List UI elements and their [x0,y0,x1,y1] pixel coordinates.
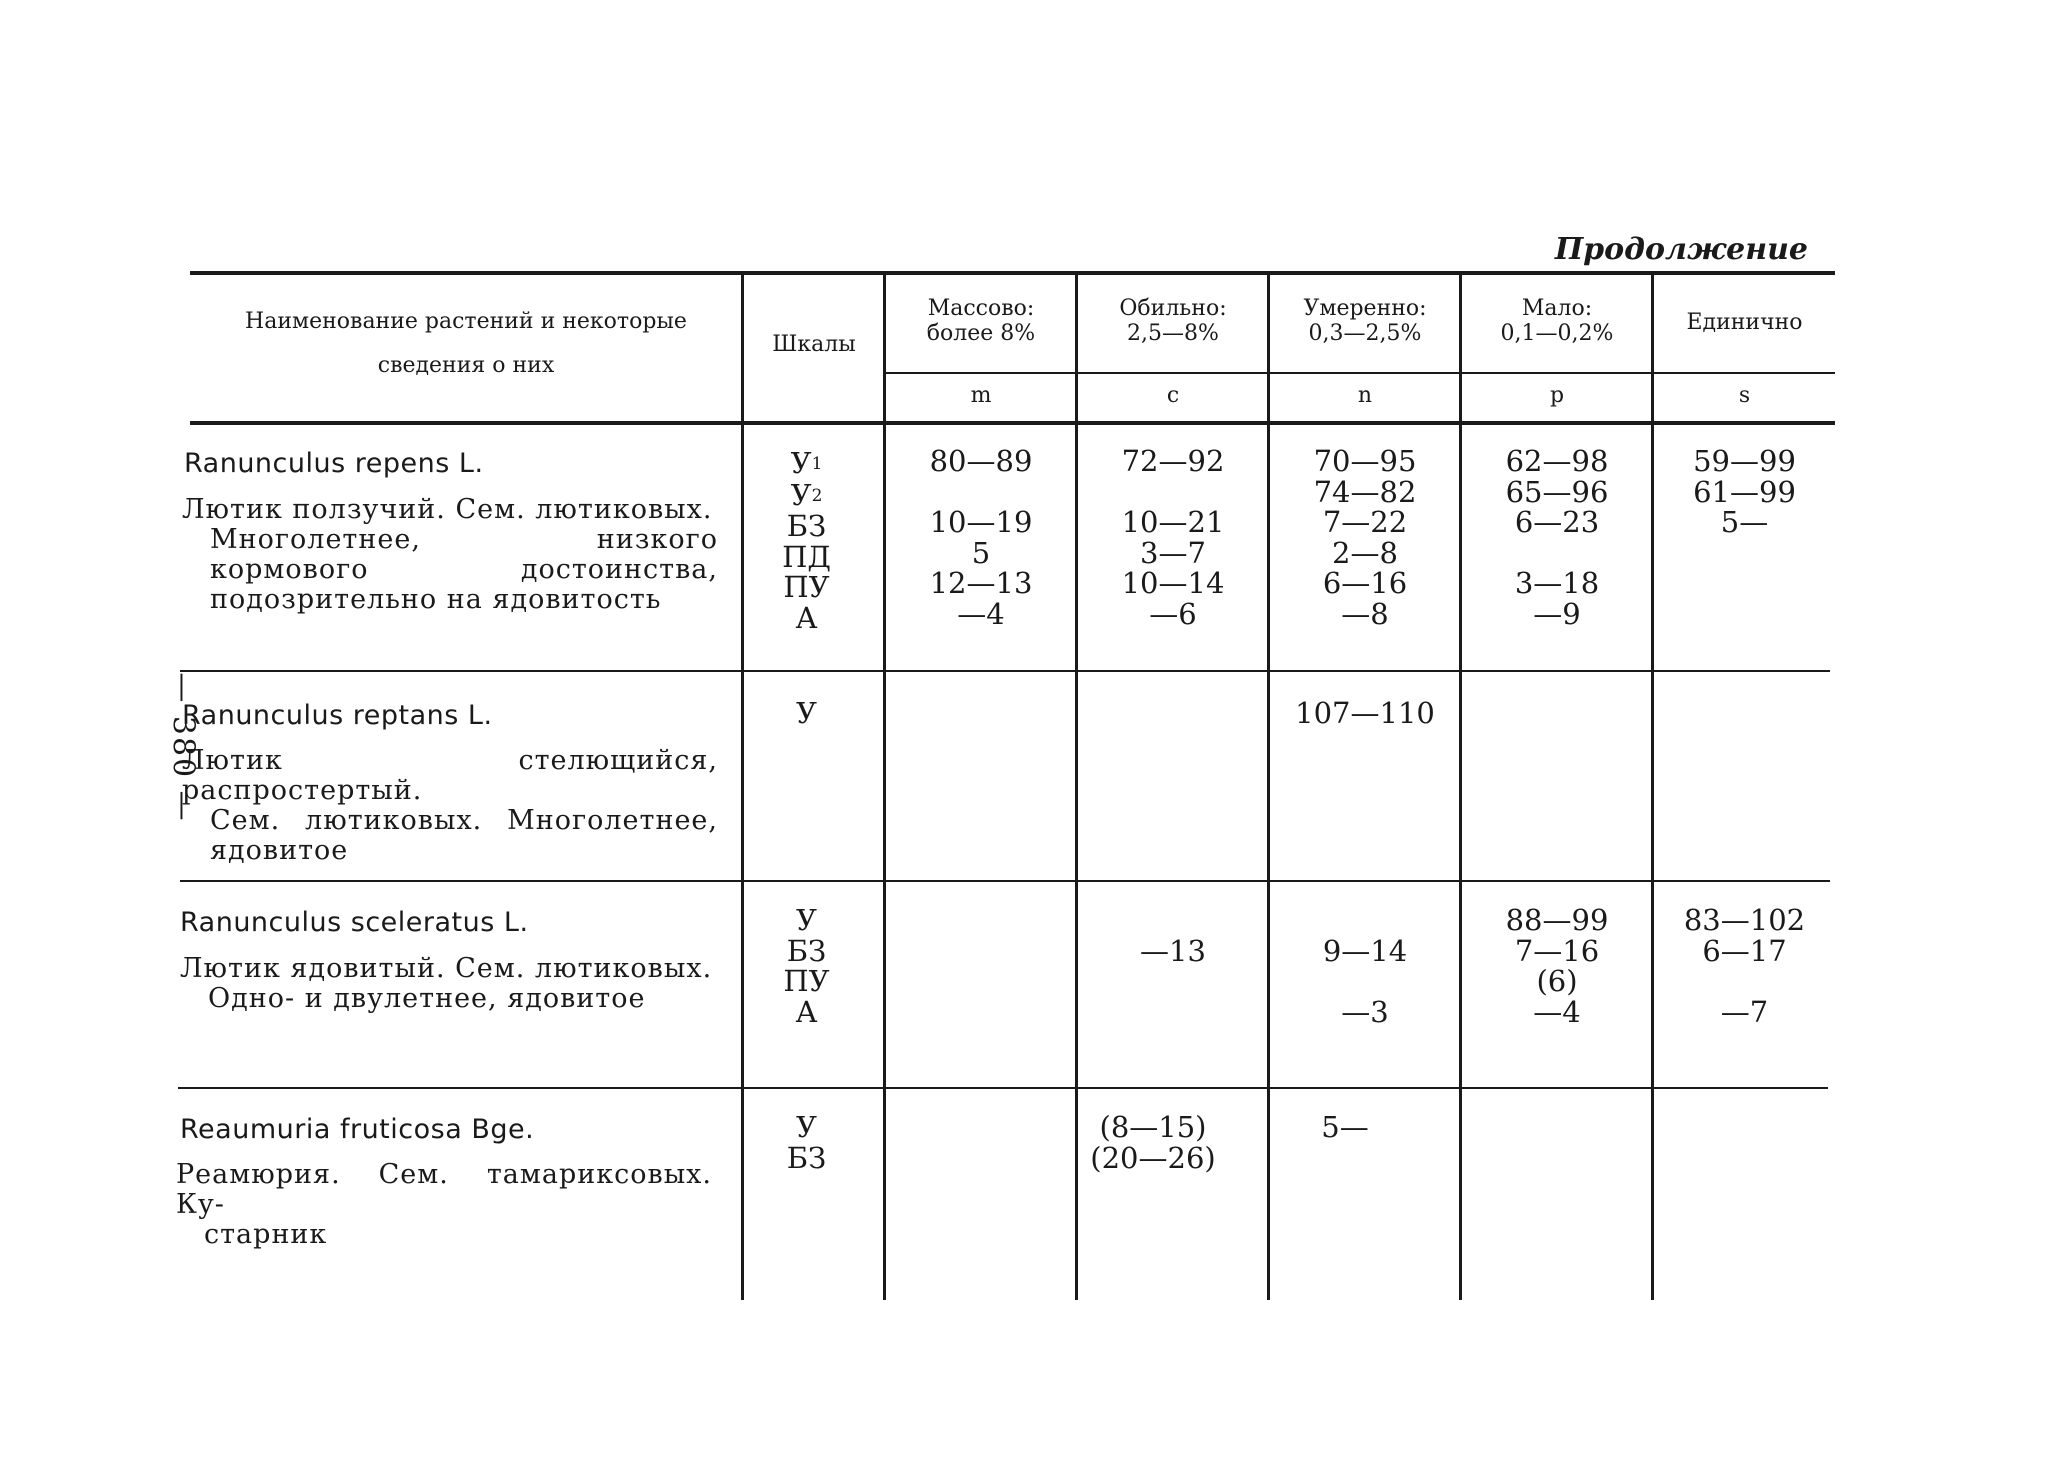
header-name [190,300,742,388]
header-col-line1: Мало: [1521,296,1593,321]
column-divider [1267,275,1270,1300]
header-bottom-rule [190,421,1835,425]
column-divider [1459,275,1462,1300]
top-rule [190,271,1835,275]
column-divider [1651,275,1654,1300]
value-cell-c: —13 [1140,933,1206,968]
header-col-line1: Обильно: [1119,296,1227,321]
scales-cell: У БЗ ПУ А [783,903,830,1029]
header-col-line2: 0,1—0,2% [1500,321,1614,346]
row-divider [180,880,1830,882]
value-cell-n: 5— [1321,1110,1369,1144]
header-col-line1: Единично [1686,310,1803,335]
value-cell-n: 9—14 —3 [1322,933,1408,1029]
header-column-n [1270,296,1460,346]
species-description [180,954,716,1014]
description-text: старник [204,1219,328,1250]
header-code-c: c [1166,383,1180,408]
row-divider [180,670,1830,672]
value-cell-c: (8—15) (20—26) [1090,1110,1216,1175]
species-latin-name: Reaumuria fruticosa Bge. [180,1114,535,1145]
species-latin-name: Ranunculus repens L. [184,448,484,479]
header-col-line1: Умеренно: [1303,296,1427,321]
header-name-line1: Наименование растений и некоторые [245,309,687,334]
column-divider [883,275,886,1300]
value-cell-p: 62—98 65—96 6—23 3—18 —9 [1505,444,1609,631]
header-col-line2: более 8% [926,321,1036,346]
description-line: Лютик ядовитый. Сем. лютиковых. [180,953,713,984]
value-cell-c: 72—92 10—21 3—7 10—14 —6 [1121,444,1225,631]
scale-subscript: 2 [811,485,823,506]
value-cell-s: 83—102 6—17 —7 [1683,903,1806,1029]
header-column-c [1078,296,1268,346]
continuation-caption: Продолжение [1554,232,1808,267]
scale-subscript: 1 [811,454,823,474]
row-divider [178,1087,1828,1089]
header-subrule [884,372,1835,374]
value-cell-s: 59—99 61—99 5— [1693,444,1796,539]
header-scales: Шкалы [772,332,856,357]
value-cell-n: 70—95 74—82 7—22 2—8 6—16 —8 [1313,444,1417,631]
scales-cell: $У_1$ $У_2$ БЗ ПД ПУ А [782,446,831,635]
header-col-line1: Массово: [927,296,1035,321]
scales-cell: У [796,696,817,730]
description-line: Реамюрия. Сем. тамариксовых. Ку- [176,1159,712,1220]
header-col-line2: 0,3—2,5% [1308,321,1422,346]
header-code-m: m [970,383,992,408]
header-name-line2: сведения о них [377,353,555,378]
value-cell-n: 107—110 [1295,696,1435,730]
header-code-s: s [1738,383,1751,408]
description-text: Одно- и двулетнее, ядовитое [208,983,646,1014]
page-number: — 380 — [165,672,201,823]
species-description [182,746,718,866]
header-code-p: p [1549,383,1565,408]
description-text: Сем. лютиковых. Многолетнее, ядовитое [210,805,718,866]
species-description [176,1160,712,1250]
description-line: Лютик ползучий. Сем. лютиковых. [182,494,713,525]
species-latin-name: Ranunculus reptans L. [182,700,493,731]
species-description [182,495,718,615]
header-col-line2: 2,5—8% [1127,321,1219,346]
value-cell-m: 80—89 10—19 5 12—13 —4 [929,444,1033,631]
header-column-m [886,296,1076,346]
scales-cell: У БЗ [786,1110,827,1175]
description-line: Лютик стелющийся, распростертый. [182,745,718,806]
header-column-s [1654,310,1835,335]
species-latin-name: Ranunculus sceleratus L. [180,907,529,938]
value-cell-p: 88—99 7—16 (6) —4 [1505,903,1609,1029]
header-code-n: n [1357,383,1373,408]
header-column-p [1462,296,1652,346]
description-text: Многолетнее, низкого кормового достоинства, подозрительно на ядовитость [210,524,718,615]
